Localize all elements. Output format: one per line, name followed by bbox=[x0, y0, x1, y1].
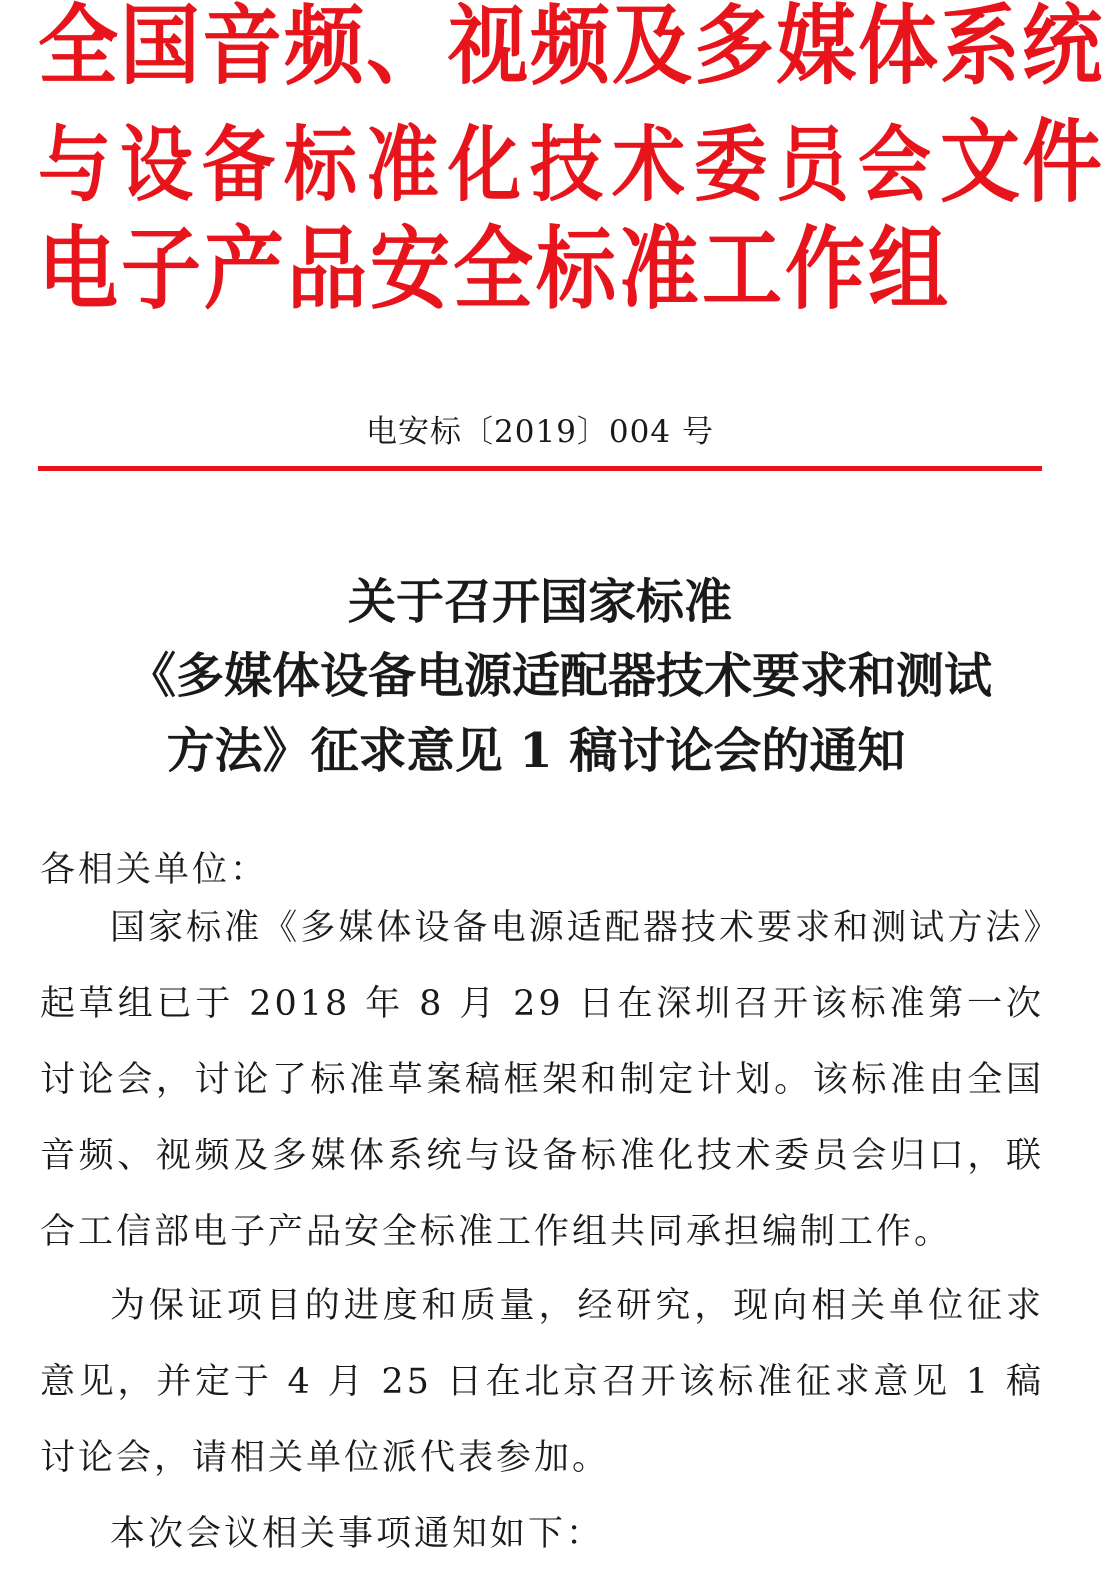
title-line-3: 方法》征求意见 1 稿讨论会的通知 bbox=[166, 723, 906, 779]
header-line-2 bbox=[38, 109, 1104, 215]
salutation: 各相关单位： bbox=[40, 850, 269, 890]
header-line-3: 电子产品安全标准工作组 bbox=[38, 216, 951, 322]
body-paragraph-3: 本次会议相关事项通知如下： bbox=[110, 1514, 605, 1554]
header-line-1: 全国音频、视频及多媒体系统 bbox=[38, 0, 1104, 96]
red-divider bbox=[38, 466, 1042, 471]
body-paragraph-1: 国家标准《多媒体设备电源适配器技术要求和测试方法》起草组已于 2018 年 8 月 29 日在深圳召开该标准第一次讨论会，讨论了标准草案稿框架和制定计划。该标准由全国音频、视频及多媒体系统与设备标准化技术委员会归口，联合工信部电子产品安全标准工作组共同承担编制工作。 bbox=[40, 908, 1044, 1252]
title-line-2: 《多媒体设备电源适配器技术要求和测试 bbox=[127, 648, 992, 704]
document-number: 电安标〔2019〕004 号 bbox=[366, 414, 714, 450]
header-document-label: 文件 bbox=[940, 109, 1104, 215]
header-line-2-text: 与设备标准化技术委员会 bbox=[38, 117, 940, 214]
title-line-1: 关于召开国家标准 bbox=[347, 574, 732, 630]
body-paragraph-2: 为保证项目的进度和质量，经研究，现向相关单位征求意见，并定于 4 月 25 日在北京召开该标准征求意见 1 稿讨论会，请相关单位派代表参加。 bbox=[40, 1286, 1044, 1478]
